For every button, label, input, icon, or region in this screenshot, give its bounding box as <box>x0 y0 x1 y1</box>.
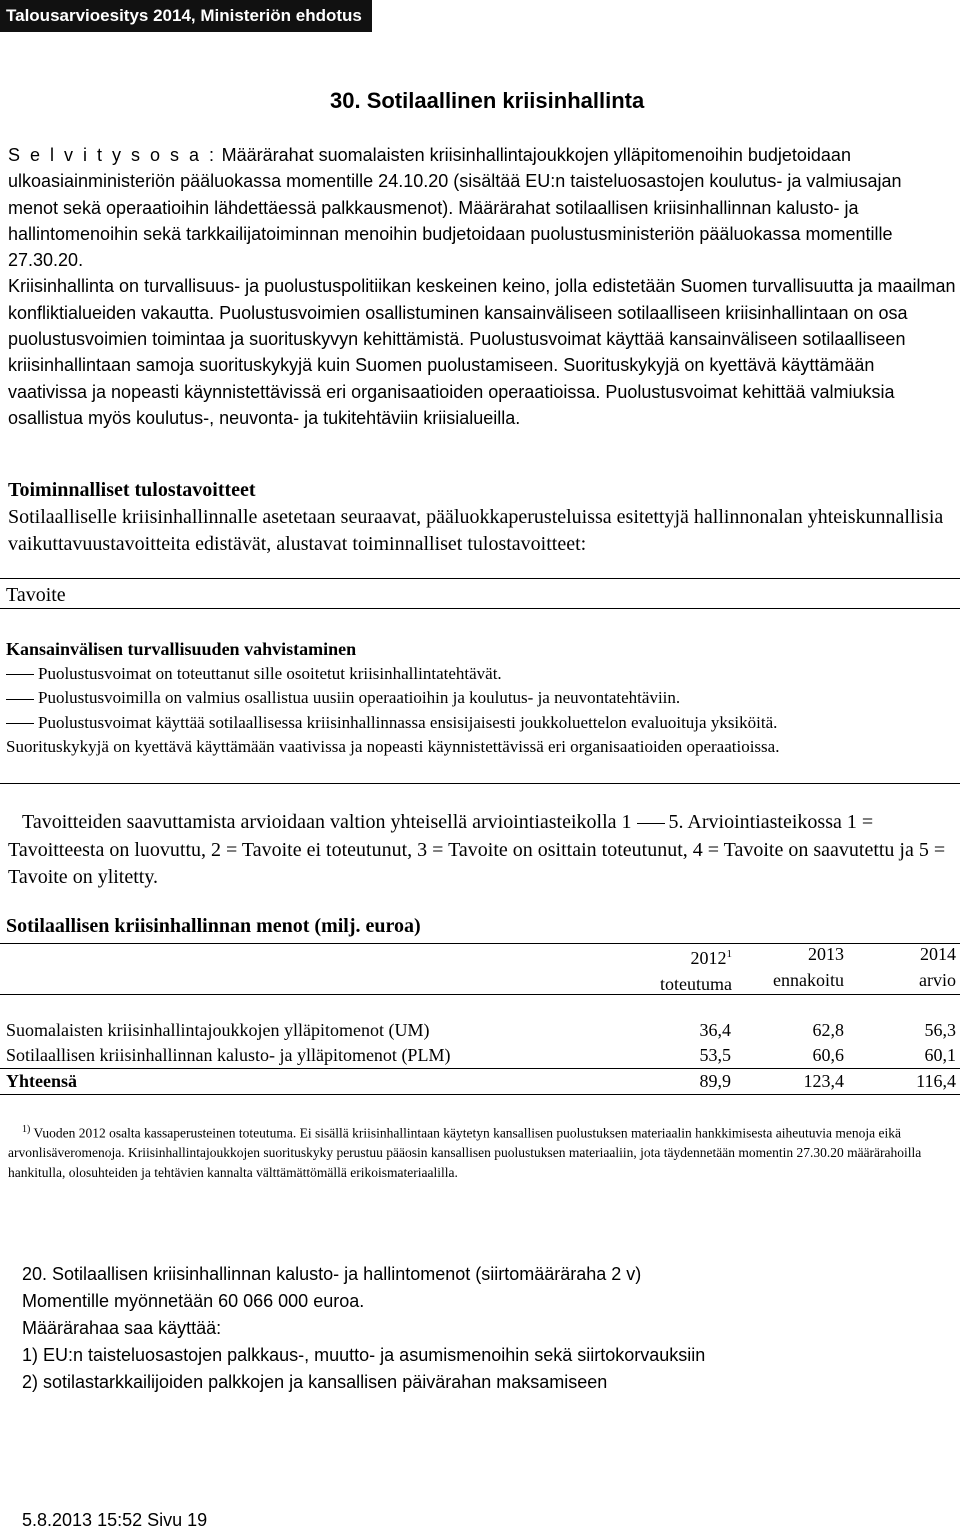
table-row-label: Suomalaisten kriisinhallintajoukkojen ylläpitomenot (UM) <box>6 1020 430 1040</box>
document-header: Talousarvioesitys 2014, Ministeriön ehdotus <box>0 0 372 32</box>
section-title: 30. Sotilaallinen kriisinhallinta <box>330 88 645 113</box>
footnote-marker: 1) <box>22 1124 31 1135</box>
explanation-paragraph-1 <box>8 142 956 273</box>
column-year: 2014 <box>920 944 956 964</box>
goal-table-header-rule <box>0 608 960 609</box>
column-label: toteutuma <box>660 974 732 994</box>
table-row-label: Sotilaallisen kriisinhallinnan kalusto- ja ylläpitomenot (PLM) <box>6 1045 451 1065</box>
appropriation-item: 1) EU:n taisteluosastojen palkkaus-, muutto- ja asumismenoihin sekä siirtokorvauksiin <box>22 1345 706 1365</box>
table-cell: 53,5 <box>699 1045 731 1065</box>
dash-bullet-icon <box>6 699 34 700</box>
expenses-header-rule <box>0 994 960 995</box>
table-cell: 56,3 <box>924 1020 956 1040</box>
total-cell: 89,9 <box>699 1071 731 1091</box>
expenses-bottom-rule <box>0 1094 960 1095</box>
dash-bullet-icon <box>6 674 34 675</box>
goal-bullet <box>6 686 956 711</box>
appropriation-amount: Momentille myönnetään 60 066 000 euroa. <box>22 1291 365 1311</box>
column-header-2013 <box>752 941 844 993</box>
goal-bullet-text: Puolustusvoimilla on valmius osallistua uusiin operaatioihin ja koulutus- ja neuvontatehtäviin. <box>38 688 681 707</box>
total-cell: 116,4 <box>916 1071 956 1091</box>
appropriation-title: 20. Sotilaallisen kriisinhallinnan kalusto- ja hallintomenot (siirtomääräraha 2 v) <box>22 1264 642 1284</box>
table-cell: 62,8 <box>812 1020 844 1040</box>
goal-title: Kansainvälisen turvallisuuden vahvistaminen <box>6 639 357 659</box>
table-cell: 60,6 <box>812 1045 844 1065</box>
column-header-2012 <box>650 941 732 997</box>
expenses-total-rule <box>0 1068 960 1069</box>
goal-bullet <box>6 711 956 736</box>
appropriation-item: 2) sotilastarkkailijoiden palkkojen ja kansallisen päivärahan maksamiseen <box>22 1372 608 1392</box>
objectives-heading: Toiminnalliset tulostavoitteet <box>8 479 256 501</box>
scale-text-part-1: Tavoitteiden saavuttamista arvioidaan valtion yhteisellä arviointiasteikolla 1 <box>22 811 632 833</box>
table-cell: 60,1 <box>924 1045 956 1065</box>
column-header-2014 <box>866 941 956 993</box>
footnote <box>8 1120 948 1182</box>
column-year: 2012 <box>690 948 727 968</box>
goal-table-bottom-rule <box>0 783 960 784</box>
total-cell: 123,4 <box>803 1071 844 1091</box>
goal-bullet <box>6 662 956 687</box>
table-cell: 36,4 <box>699 1020 731 1040</box>
column-label: arvio <box>919 970 956 990</box>
appropriation-usage-label: Määrärahaa saa käyttää: <box>22 1318 222 1338</box>
goal-column-label: Tavoite <box>6 584 66 606</box>
footnote-text: Vuoden 2012 osalta kassaperusteinen toteutuma. Ei sisällä kriisinhallintaan käytetyn kansallisen puolustuksen materiaalin hankkimisesta aiheutuvia menoja eikä arvonlisäveromenoja. Kriisinhallintajoukkojen suorituskyky perustuu pääosin kansallisen puolustuksen materiaaliin, jota täydennetään momentin 27.30.20 määrärahoilla hankitulla, olosuhteiden ja tehtävien kannalta välttämättömällä erikoismateriaalilla. <box>8 1125 922 1180</box>
goal-bullet-text: Puolustusvoimat käyttää sotilaallisessa kriisinhallinnassa ensisijaisesti joukkoluettelon evaluoituja yksiköitä. <box>38 712 778 732</box>
scale-text <box>8 809 956 892</box>
goal-table-top-rule <box>0 578 960 579</box>
explanation-text-1: Määrärahat suomalaisten kriisinhallintajoukkojen ylläpitomenoihin budjetoidaan ulkoasiainministeriön pääluokassa momentille 24.10.20 (sisältää EU:n taisteluosastojen koulutus- ja valmiusajan menot sekä operaatioihin lähdettäessä palkkausmenot). Määrärahat sotilaallisen kriisinhallinnan kalusto- ja hallintomenoihin sekä tarkkailijatoiminnan menoihin budjetoidaan puolustusministeriön pääluokassa momentille 27.30.20. <box>8 145 902 271</box>
explanation-section <box>8 142 956 431</box>
objectives-text: Sotilaalliselle kriisinhallinnalle asetetaan seuraavat, pääluokkaperusteluissa esitettyjä hallinnonalan yhteiskunnallisia vaikuttavuustavoitteita edistävät, alustavat toiminnalliset tulostavoitteet: <box>8 506 944 555</box>
expenses-table-title: Sotilaallisen kriisinhallinnan menot (milj. euroa) <box>6 915 421 937</box>
goal-block <box>6 637 956 760</box>
explanation-paragraph-2: Kriisinhallinta on turvallisuus- ja puolustuspolitiikan keskeinen keino, jolla edistetään Suomen turvallisuutta ja maailman konfliktialueiden vakautta. Puolustusvoimien osallistuminen kansainväliseen sotilaalliseen kriisinhallintaan on osa puolustusvoimien toimintaa ja suorituskyvyn kehittämistä. Puolustusvoimat käyttää kansainväliseen sotilaalliseen kriisinhallintaan samoja suorituskykyjä kuin Suomen puolustamiseen. Suorituskykyjä on kyettävä käyttämään vaativissa ja nopeasti käynnistettävissä eri organisaatioiden operaatioissa. Puolustusvoimat kehittää valmiuksia osallistua myös koulutus-, neuvonta- ja tukitehtäviin kriisialueilla. <box>8 276 956 428</box>
goal-bullet-text: Puolustusvoimat on toteuttanut sille osoitetut kriisinhallintatehtävät. <box>38 663 502 683</box>
total-row-label: Yhteensä <box>6 1071 77 1091</box>
goal-closing-text: Suorituskykyjä on kyettävä käyttämään vaativissa ja nopeasti käynnistettävissä eri organisaatioiden operaatioissa. <box>6 737 780 756</box>
column-year: 2013 <box>808 944 844 964</box>
page-footer: 5.8.2013 15:52 Sivu 19 <box>22 1510 208 1530</box>
scale-text-part-2: 5. Arviointiasteikossa 1 = Tavoitteesta on luovuttu, 2 = Tavoite ei toteutunut, 3 = Tavoite on osittain toteutunut, 4 = Tavoite on saavutettu ja 5 = Tavoite on ylitetty. <box>8 811 946 888</box>
appropriation-section <box>22 1261 958 1396</box>
column-footnote-marker: 1 <box>726 948 732 960</box>
dash-range-icon <box>637 823 665 824</box>
dash-bullet-icon <box>6 723 34 724</box>
explanation-label: S e l v i t y s o s a : <box>8 145 217 165</box>
column-label: ennakoitu <box>773 970 844 990</box>
